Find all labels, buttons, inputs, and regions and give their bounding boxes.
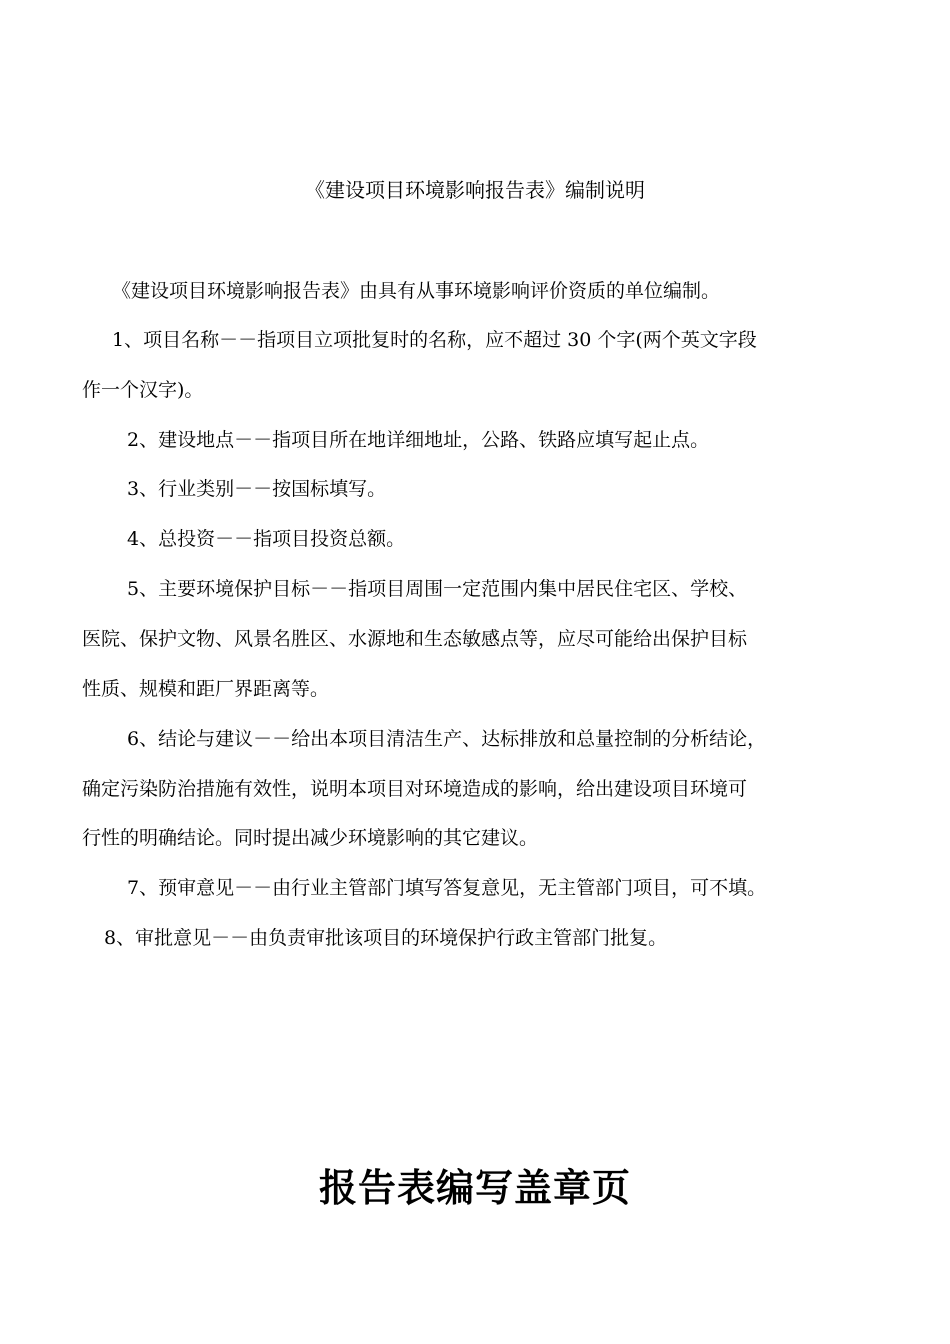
document-title: 《建设项目环境影响报告表》编制说明 xyxy=(305,178,645,202)
item-6-line-1: 6、结论与建议－－给出本项目清洁生产、达标排放和总量控制的分析结论， xyxy=(127,728,767,750)
item-8: 8、审批意见－－由负责审批该项目的环境保护行政主管部门批复。 xyxy=(104,927,668,949)
item-1-line-1: 1、项目名称－－指项目立项批复时的名称，应不超过 30 个字(两个英文字段 xyxy=(112,329,757,351)
item-1-line-2: 作一个汉字)。 xyxy=(82,379,204,401)
item-5-line-1: 5、主要环境保护目标－－指项目周围一定范围内集中居民住宅区、学校、 xyxy=(127,578,748,600)
item-2: 2、建设地点－－指项目所在地详细地址，公路、铁路应填写起止点。 xyxy=(127,429,710,451)
item-7: 7、预审意见－－由行业主管部门填写答复意见，无主管部门项目，可不填。 xyxy=(127,877,767,899)
item-6-line-3: 行性的明确结论。同时提出减少环境影响的其它建议。 xyxy=(82,827,539,849)
item-6-line-2: 确定污染防治措施有效性，说明本项目对环境造成的影响，给出建设项目环境可 xyxy=(82,778,748,800)
intro-paragraph: 《建设项目环境影响报告表》由具有从事环境影响评价资质的单位编制。 xyxy=(112,280,721,302)
item-4: 4、总投资－－指项目投资总额。 xyxy=(127,528,406,550)
item-5-line-3: 性质、规模和距厂界距离等。 xyxy=(82,678,330,700)
item-3: 3、行业类别－－按国标填写。 xyxy=(127,478,387,500)
stamp-page-heading: 报告表编写盖章页 xyxy=(318,1165,631,1210)
item-5-line-2: 医院、保护文物、风景名胜区、水源地和生态敏感点等，应尽可能给出保护目标 xyxy=(82,628,748,650)
